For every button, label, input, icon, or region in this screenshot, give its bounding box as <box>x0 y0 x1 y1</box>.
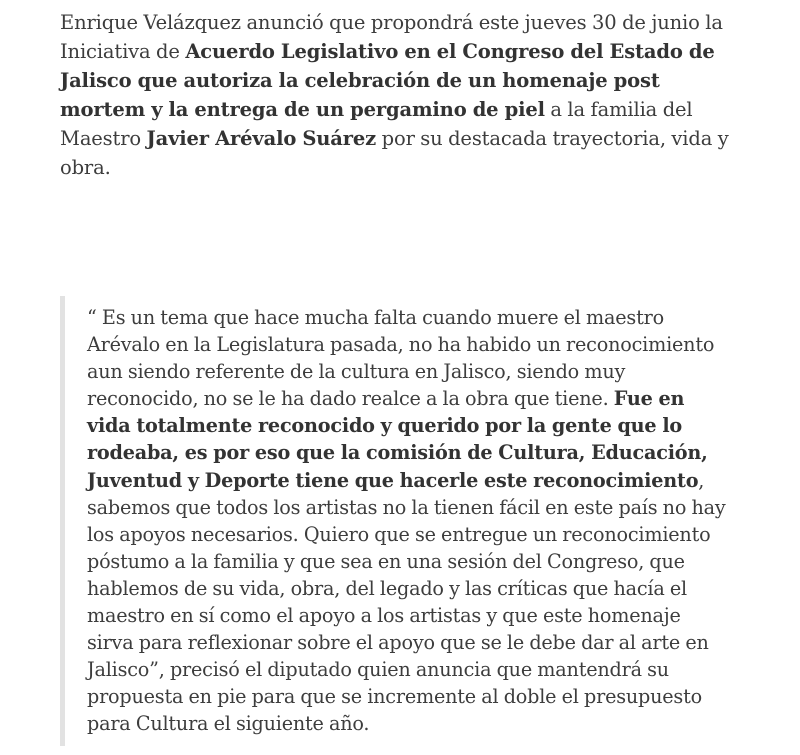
quote-bold-text: Fue en vida totalmente reconocido y querido por la gente que lo rodeaba, es por eso que la comisión de Cultura, Educación, Juventud y Deporte tiene que hacerle este reconocimiento <box>87 387 708 492</box>
quote-text-1: “ Es un tema que hace mucha falta cuando muere el maestro Arévalo en la Legislatura pasada, no ha habido un reconocimiento aun siendo referente de la cultura en Jalisco, siendo muy reconocido, no se le ha dado realce a la obra que tiene. <box>87 306 715 411</box>
lead-paragraph <box>60 8 732 182</box>
lead-text-1: Enrique Velázquez anunció que propondrá este jueves 30 de junio la Iniciativa de <box>60 11 723 63</box>
quote-paragraph <box>87 304 730 738</box>
lead-bold-name: Javier Arévalo Suárez <box>146 127 377 150</box>
lead-bold-initiative: Acuerdo Legislativo en el Congreso del Estado de Jalisco que autoriza la celebración de un homenaje post mortem y la entrega de un pergamino de piel <box>60 40 715 121</box>
article-body <box>60 8 732 182</box>
blockquote <box>60 296 730 746</box>
lead-text-3: por su destacada trayectoria, vida y obra. <box>60 127 729 179</box>
lead-text-2: a la familia del Maestro <box>60 98 693 150</box>
quote-text-2: , sabemos que todos los artistas no la tienen fácil en este país no hay los apoyos necesarios. Quiero que se entregue un reconocimiento póstumo a la familia y que sea en una sesión del Congreso, que hablemos de su vida, obra, del legado y las críticas que hacía el maestro en sí como el apoyo a los artistas y que este homenaje sirva para reflexionar sobre el apoyo que se le debe dar al arte en Jalisco”, precisó el diputado quien anuncia que mantendrá su propuesta en pie para que se incremente al doble el presupuesto para Cultura el siguiente año. <box>87 468 726 736</box>
